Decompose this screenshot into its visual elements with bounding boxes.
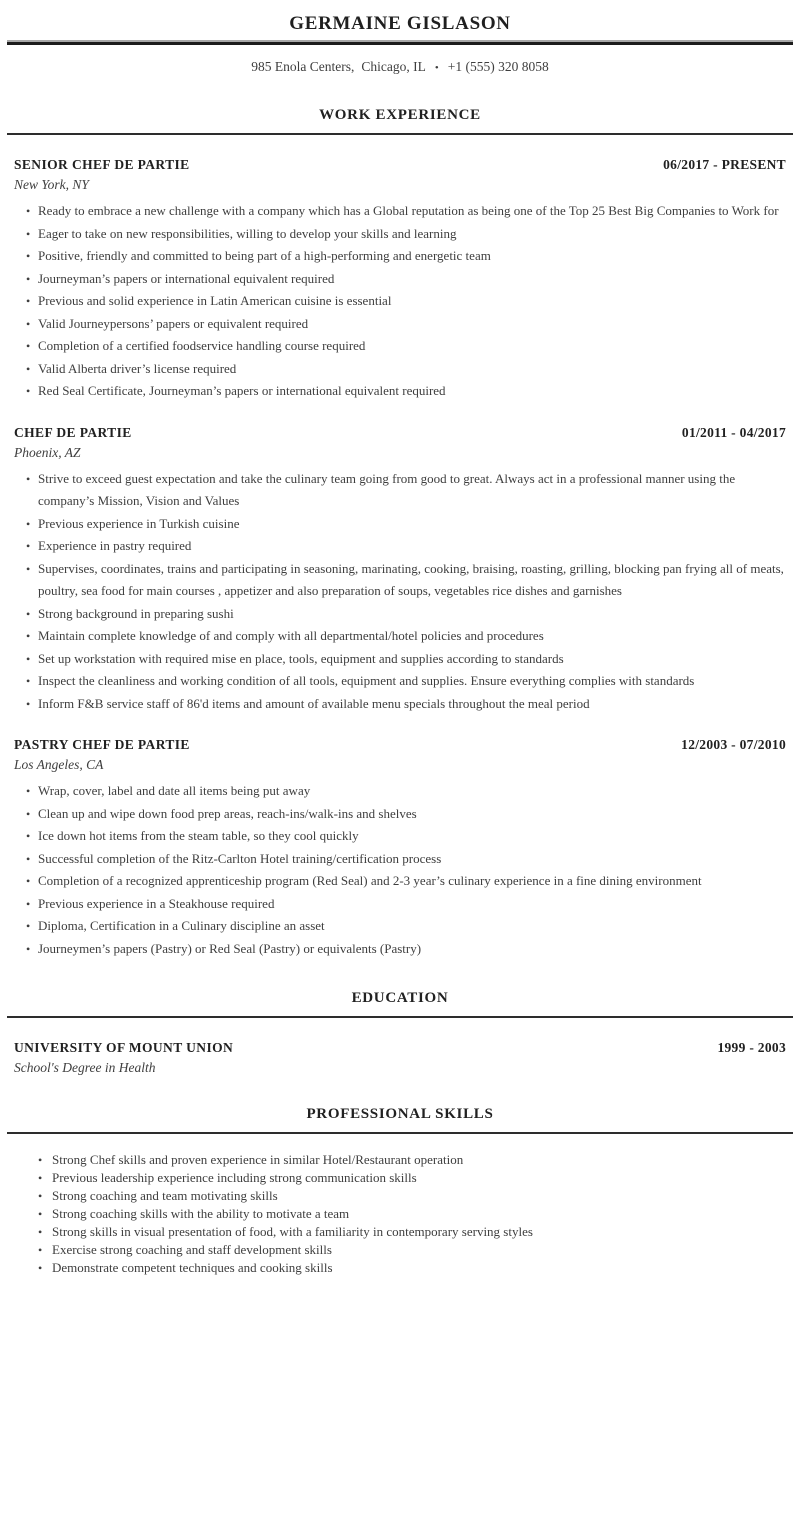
job-bullet: • Valid Alberta driver’s license required [26, 358, 786, 381]
education-dates: 1999 - 2003 [717, 1040, 786, 1055]
professional-skills-rule [7, 1132, 793, 1134]
job-bullet: • Strong background in preparing sushi [26, 603, 786, 626]
skill-item: • Strong Chef skills and proven experience in similar Hotel/Restaurant operation [38, 1151, 800, 1169]
education-degree: School's Degree in Health [14, 1060, 156, 1075]
contact-separator-dot: • [434, 62, 439, 74]
contact-address: 985 Enola Centers, [251, 59, 355, 74]
skill-item: • Strong skills in visual presentation of food, with a familiarity in contemporary serving styles [38, 1223, 800, 1241]
job-bullet: • Previous experience in Turkish cuisine [26, 513, 786, 536]
education-entry [14, 1039, 786, 1076]
job-bullet-list [14, 468, 786, 716]
job-bullet: • Valid Journeypersons’ papers or equivalent required [26, 313, 786, 336]
job-bullet: • Ready to embrace a new challenge with a company which has a Global reputation as being one of the Top 25 Best Big Companies to Work for [26, 200, 786, 223]
job-dates: 01/2011 - 04/2017 [681, 424, 786, 440]
job-title: SENIOR CHEF DE PARTIE [14, 157, 190, 172]
skill-item: • Demonstrate competent techniques and cooking skills [38, 1259, 800, 1277]
contact-phone: +1 (555) 320 8058 [447, 59, 549, 74]
job-dates: 06/2017 - PRESENT [663, 157, 786, 172]
job-header-row [14, 156, 786, 173]
job-bullet: • Successful completion of the Ritz-Carlton Hotel training/certification process [26, 848, 786, 871]
job-location: New York, NY [14, 177, 89, 192]
job-title: CHEF DE PARTIE [14, 424, 132, 440]
skills-list [0, 1151, 800, 1277]
job-entry [14, 424, 786, 716]
job-bullet: • Maintain complete knowledge of and comply with all departmental/hotel policies and procedures [26, 625, 786, 648]
job-header-row [14, 736, 786, 753]
job-bullet: • Supervises, coordinates, trains and participating in seasoning, marinating, cooking, braising, roasting, grilling, blocking pan frying all of meats, poultry, sea food for main courses , appetizer and also preparation of soups, vegetables rice dishes and garnishes [26, 558, 786, 603]
job-bullet: • Completion of a recognized apprenticeship program (Red Seal) and 2-3 year’s culinary experience in a fine dining environment [26, 870, 786, 893]
resume-page [0, 13, 800, 1519]
job-bullet: • Journeymen’s papers (Pastry) or Red Seal (Pastry) or equivalents (Pastry) [26, 938, 786, 961]
job-bullet: • Completion of a certified foodservice handling course required [26, 335, 786, 358]
job-title: PASTRY CHEF DE PARTIE [14, 737, 190, 752]
education-header-row [14, 1039, 786, 1056]
job-bullet: • Previous and solid experience in Latin American cuisine is essential [26, 290, 786, 313]
candidate-name: GERMAINE GISLASON [289, 13, 511, 34]
job-bullet: • Previous experience in a Steakhouse required [26, 893, 786, 916]
skill-item: • Exercise strong coaching and staff development skills [38, 1241, 800, 1259]
skill-item: • Strong coaching and team motivating skills [38, 1187, 800, 1205]
job-header-row [14, 424, 786, 441]
job-bullet: • Eager to take on new responsibilities, willing to develop your skills and learning [26, 223, 786, 246]
job-bullet: • Wrap, cover, label and date all items being put away [26, 780, 786, 803]
job-bullet: • Red Seal Certificate, Journeyman’s papers or international equivalent required [26, 380, 786, 403]
contact-city: Chicago, IL [361, 59, 426, 74]
work-experience-rule [7, 133, 793, 135]
job-bullet: • Positive, friendly and committed to being part of a high-performing and energetic team [26, 245, 786, 268]
job-bullet: • Strive to exceed guest expectation and take the culinary team going from good to great. Always act in a professional manner using the company’s Mission, Vision and Values [26, 468, 786, 513]
job-bullet: • Inform F&B service staff of 86'd items and amount of available menu specials throughout the meal period [26, 693, 786, 716]
contact-line [0, 58, 800, 77]
job-bullet: • Inspect the cleanliness and working condition of all tools, equipment and supplies. Ensure everything complies with standards [26, 670, 786, 693]
skill-item: • Strong coaching skills with the ability to motivate a team [38, 1205, 800, 1223]
job-entry [14, 156, 786, 403]
job-entry [14, 736, 786, 960]
job-bullet: • Set up workstation with required mise en place, tools, equipment and supplies according to standards [26, 648, 786, 671]
education-school: UNIVERSITY OF MOUNT UNION [14, 1040, 234, 1055]
job-bullet: • Ice down hot items from the steam table, so they cool quickly [26, 825, 786, 848]
job-bullet-list [14, 780, 786, 960]
job-bullet: • Clean up and wipe down food prep areas, reach-ins/walk-ins and shelves [26, 803, 786, 826]
job-location: Phoenix, AZ [14, 444, 81, 460]
skill-item: • Previous leadership experience including strong communication skills [38, 1169, 800, 1187]
header-double-rule [7, 40, 793, 45]
job-bullet: • Diploma, Certification in a Culinary discipline an asset [26, 915, 786, 938]
section-title-work-experience: WORK EXPERIENCE [319, 107, 481, 123]
section-title-education: EDUCATION [351, 990, 449, 1006]
education-rule [7, 1016, 793, 1018]
job-bullet-list [14, 200, 786, 403]
job-list [0, 156, 800, 960]
job-location: Los Angeles, CA [14, 757, 104, 772]
job-bullet: • Experience in pastry required [26, 535, 786, 558]
section-title-professional-skills: PROFESSIONAL SKILLS [306, 1106, 494, 1122]
job-bullet: • Journeyman’s papers or international equivalent required [26, 268, 786, 291]
job-dates: 12/2003 - 07/2010 [681, 737, 786, 752]
